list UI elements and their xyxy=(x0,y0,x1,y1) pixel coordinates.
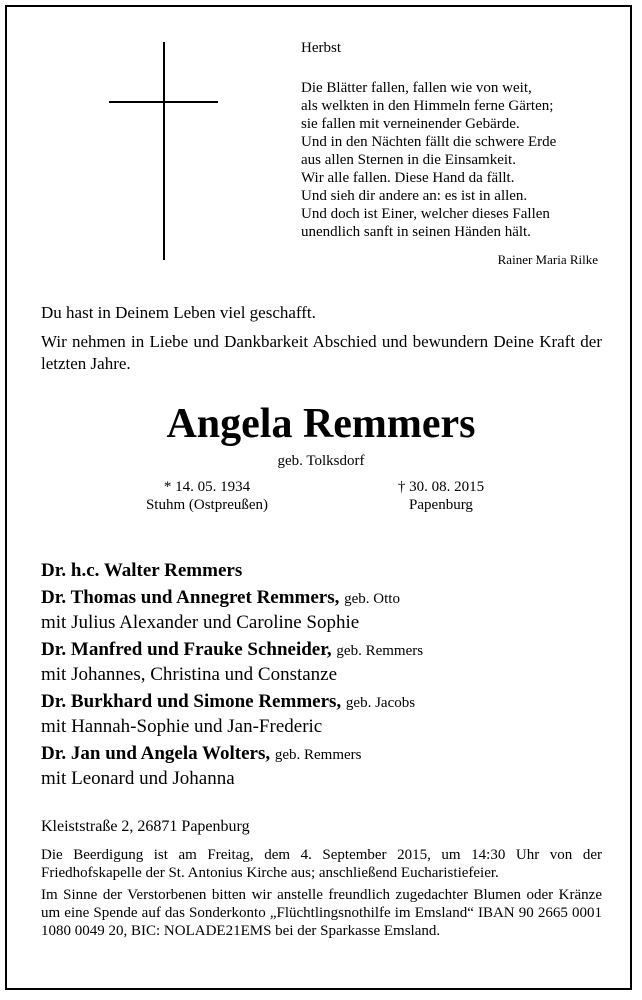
mourner-children: mit Leonard und Johanna xyxy=(41,768,235,789)
mourner-entry xyxy=(41,586,611,611)
poem-line: Die Blätter fallen, fallen wie von weit, xyxy=(301,80,532,96)
death-info xyxy=(361,478,521,514)
poem-title: Herbst xyxy=(301,40,341,56)
mourner-nee: geb. Remmers xyxy=(336,643,424,659)
birth-place: Stuhm (Ostpreußen) xyxy=(145,497,269,513)
mourner-entry xyxy=(41,559,611,582)
mourner-name: Dr. Manfred und Frauke Schneider, xyxy=(41,639,332,660)
poem-line: Und in den Nächten fällt die schwere Erde xyxy=(301,134,557,150)
mourner-name: Dr. Jan und Angela Wolters, xyxy=(41,743,271,764)
deceased-name: Angela Remmers xyxy=(166,401,476,447)
mourner-nee: geb. Remmers xyxy=(274,747,362,763)
deceased-maiden-name: geb. Tolksdorf xyxy=(277,453,365,469)
mourner-children: mit Johannes, Christina und Constanze xyxy=(41,664,338,685)
mourner-children: mit Julius Alexander und Caroline Sophie xyxy=(41,612,360,633)
poem-line: als welkten in den Himmeln ferne Gärten; xyxy=(301,98,554,114)
poem-line: unendlich sanft in seinen Händen hält. xyxy=(301,224,531,240)
mourning-address: Kleiststraße 2, 26871 Papenburg xyxy=(41,818,250,835)
poem-line: Und doch ist Einer, welcher dieses Fallen xyxy=(301,206,550,222)
death-date: † 30. 08. 2015 xyxy=(397,479,485,495)
intro-line-1: Du hast in Deinem Leben viel geschafft. xyxy=(41,303,316,322)
cross-vertical-beam xyxy=(163,42,165,260)
mourner-name: Dr. h.c. Walter Remmers xyxy=(41,560,243,581)
mourners-list xyxy=(41,559,611,794)
mourner-name: Dr. Burkhard und Simone Remmers, xyxy=(41,691,342,712)
intro-line-2: Wir nehmen in Liebe und Dankbarkeit Abschied und bewundern Deine Kraft der letzten Jahre. xyxy=(41,332,602,373)
mourner-entry xyxy=(41,742,611,767)
cross-horizontal-beam xyxy=(109,101,218,103)
donation-notice: Im Sinne der Verstorbenen bitten wir anstelle freundlich zugedachter Blumen oder Kränze um eine Spende auf das Sonderkonto „Flüchtlingsnothilfe im Emsland“ IBAN 90 2665 0001 1080 0049 20, BIC: NOLADE21EMS bei der Sparkasse Emsland. xyxy=(41,887,602,939)
poem-line: Wir alle fallen. Diese Hand da fällt. xyxy=(301,170,515,186)
birth-info xyxy=(127,478,287,514)
death-place: Papenburg xyxy=(409,497,473,513)
funeral-notice: Die Beerdigung ist am Freitag, dem 4. September 2015, um 14:30 Uhr von der Friedhofskapelle der St. Antonius Kirche aus; anschließend Eucharistiefeier. xyxy=(41,847,602,881)
mourner-name: Dr. Thomas und Annegret Remmers, xyxy=(41,587,340,608)
poem-body xyxy=(301,79,556,241)
birth-date: * 14. 05. 1934 xyxy=(163,479,251,495)
poem-line: aus allen Sternen in die Einsamkeit. xyxy=(301,152,516,168)
mourner-nee: geb. Otto xyxy=(344,591,400,607)
mourner-entry xyxy=(41,690,611,715)
mourner-children: mit Hannah-Sophie und Jan-Frederic xyxy=(41,716,323,737)
poem-line: Und sieh dir andere an: es ist in allen. xyxy=(301,188,528,204)
poem-line: sie fallen mit verneinender Gebärde. xyxy=(301,116,520,132)
mourner-nee: geb. Jacobs xyxy=(345,695,416,711)
poem-author: Rainer Maria Rilke xyxy=(497,252,598,267)
mourner-entry xyxy=(41,638,611,663)
